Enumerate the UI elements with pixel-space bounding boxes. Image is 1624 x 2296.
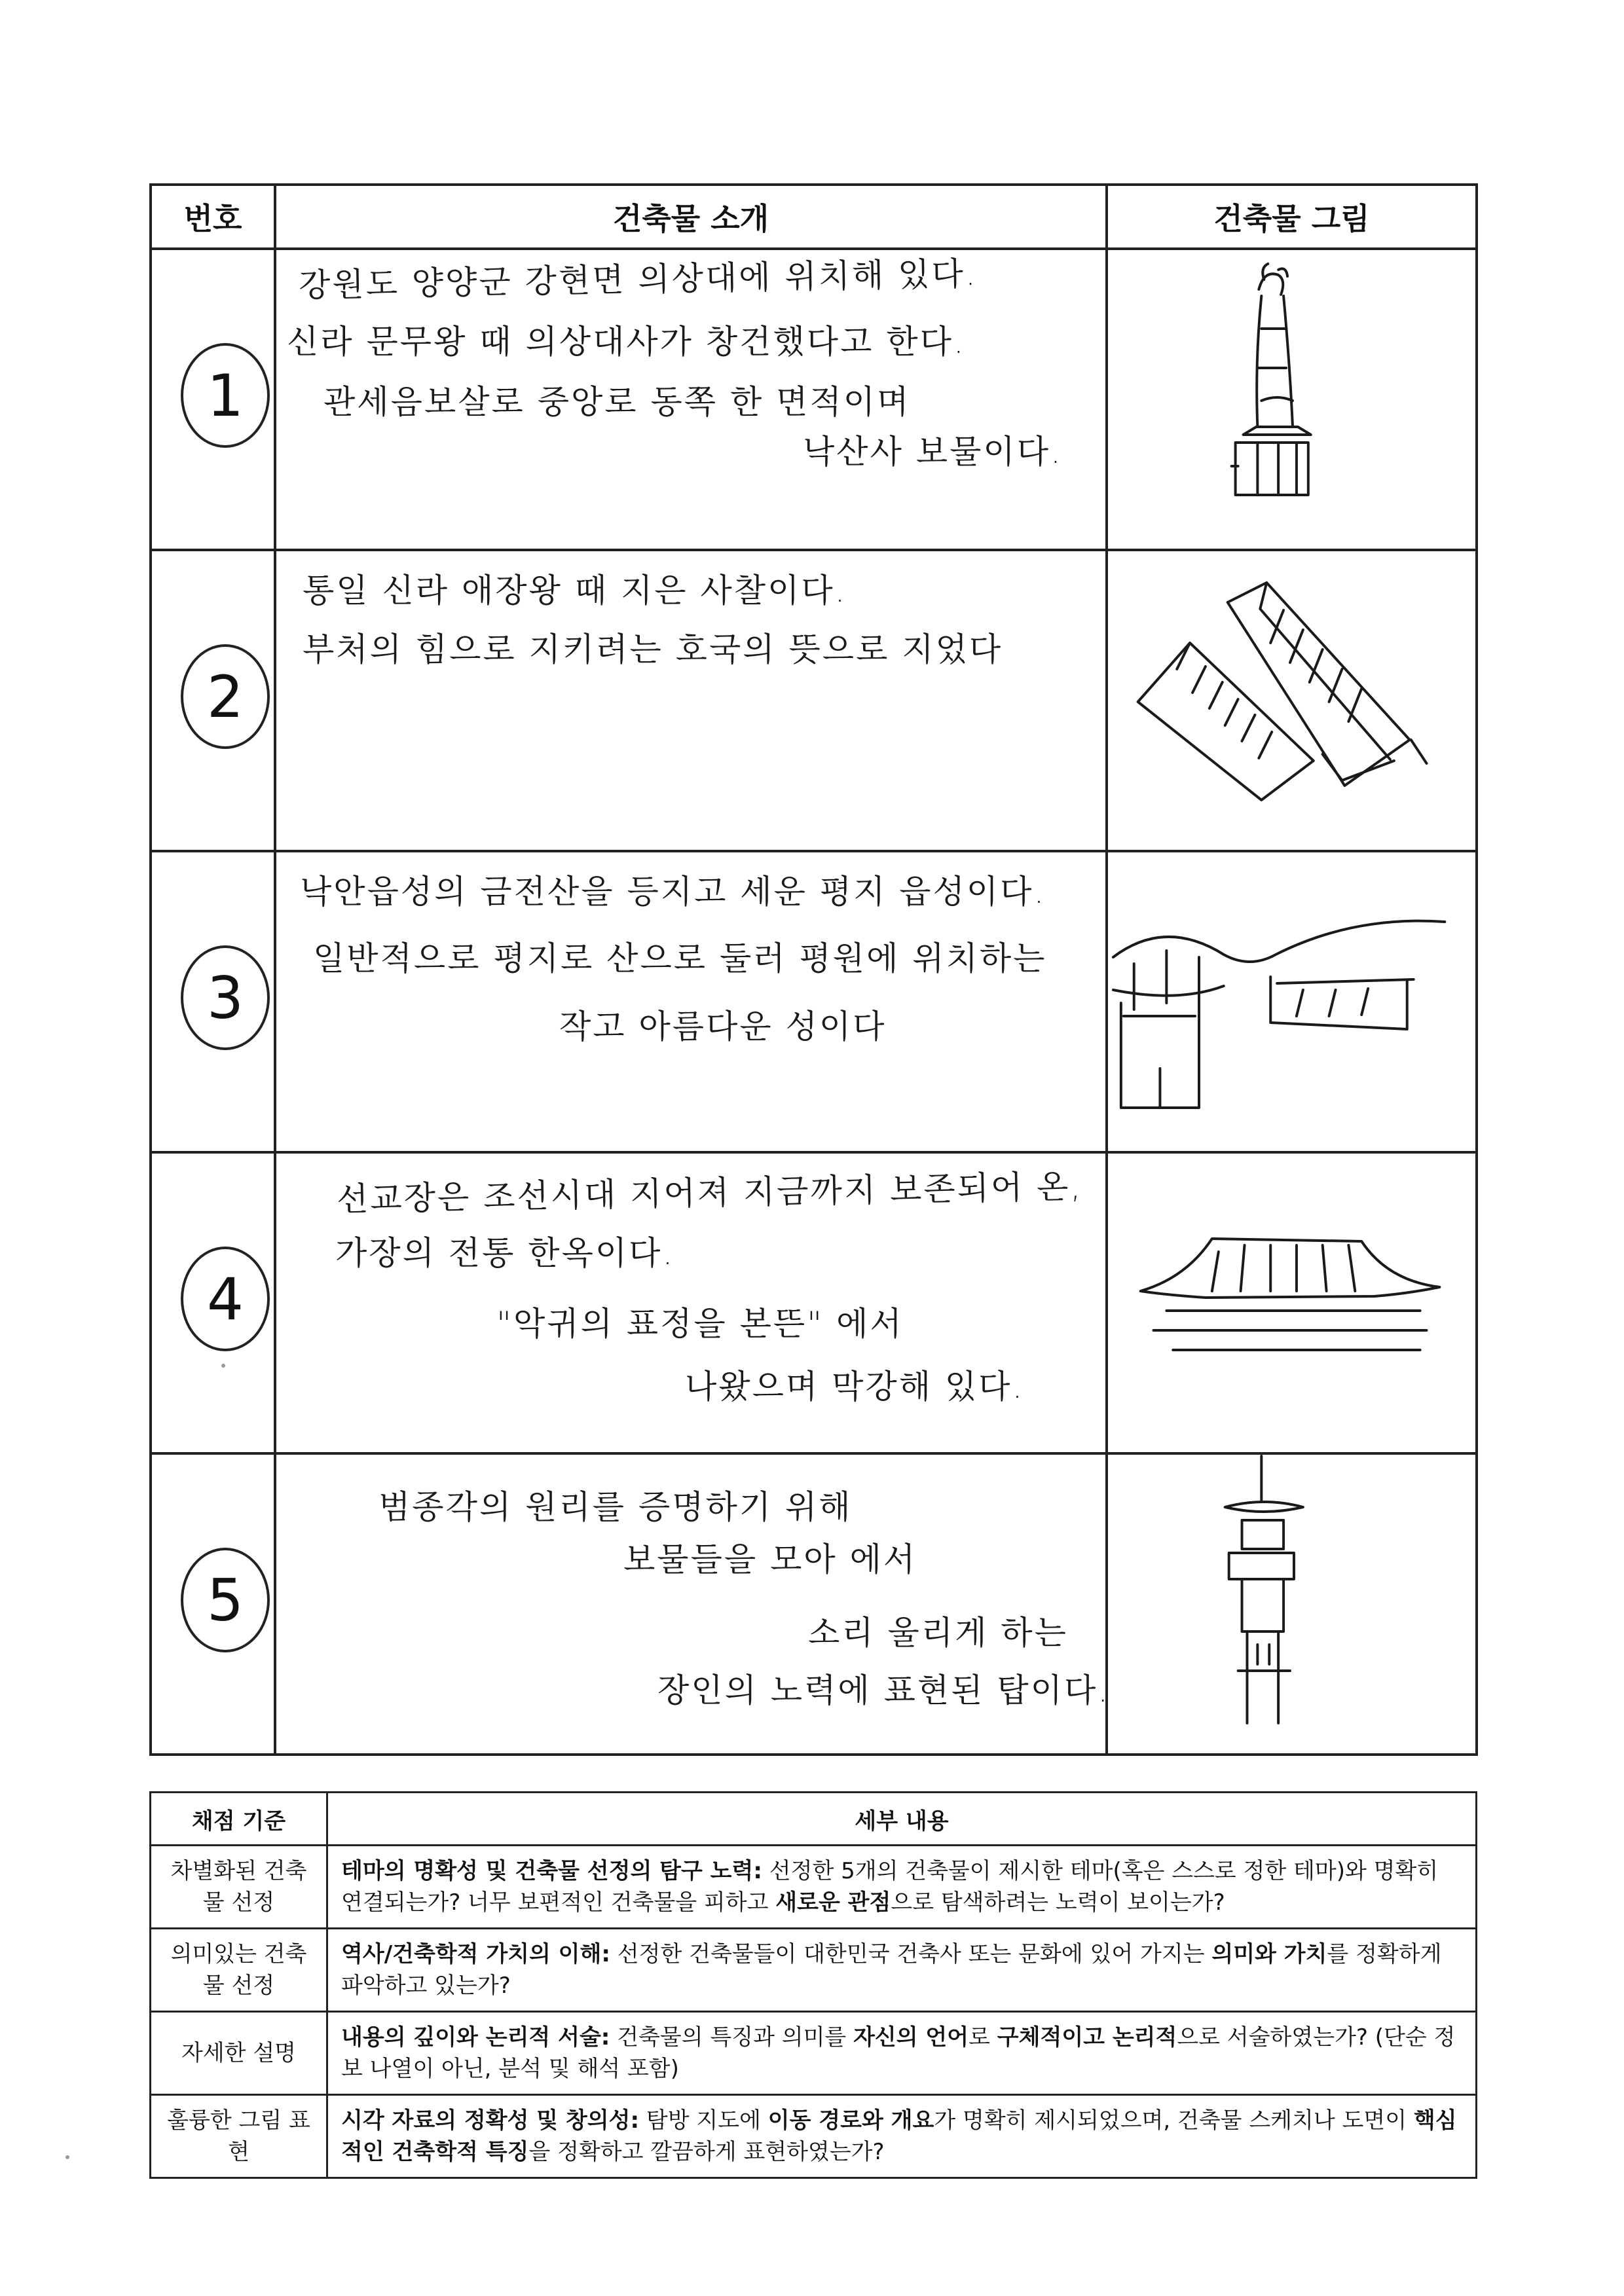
drawing-cell: [1107, 249, 1477, 550]
detail-text: 건축물의 특징과 의미를: [610, 2024, 854, 2050]
handwritten-line: 부처의 힘으로 지키려는 호국의 뜻으로 지었다: [303, 630, 1003, 668]
detail-text: 을 정확하고 깔끔하게 표현하였는가?: [528, 2139, 885, 2165]
number-cell: [151, 851, 275, 1152]
rubric-header-row: [151, 1793, 1477, 1846]
header-number: 번호: [151, 185, 275, 249]
number-cell: [151, 249, 275, 550]
handwritten-line: 작고 아름다운 성이다: [559, 1008, 887, 1046]
rubric-row: [151, 1929, 1477, 2012]
detail-cell: [327, 1846, 1477, 1929]
header-drawing: 건축물 그림: [1107, 185, 1477, 249]
number-cell: [151, 1152, 275, 1453]
architecture-table: [149, 183, 1478, 1756]
rubric-row: [151, 2012, 1477, 2095]
table-row: [151, 851, 1477, 1152]
hanok-roof-sketch: [1108, 1154, 1475, 1452]
handwritten-line: 관세음보살로 중앙로 동쪽 한 면적이며: [323, 383, 911, 421]
handwritten-line: 강원도 양양군 강현면 의상대에 위치해 있다.: [298, 254, 978, 304]
criteria-cell: 차별화된 건축물 선정: [151, 1846, 327, 1929]
handwritten-line: 통일 신라 애장왕 때 지은 사찰이다.: [303, 572, 847, 610]
detail-text: 로: [969, 2024, 997, 2050]
detail-text: 으로 탐색하려는 노력이 보이는가?: [891, 1889, 1225, 1916]
header-row: [151, 185, 1477, 249]
handwritten-line: 범종각의 원리를 증명하기 위해: [378, 1488, 853, 1526]
intro-cell[interactable]: [275, 1152, 1107, 1453]
intro-cell[interactable]: [275, 851, 1107, 1152]
drawing-cell: [1107, 851, 1477, 1152]
rubric-header-detail: 세부 내용: [327, 1793, 1477, 1846]
detail-heading: 시각 자료의 정확성 및 창의성:: [341, 2107, 640, 2134]
table-row: [151, 1152, 1477, 1453]
criteria-cell: 자세한 설명: [151, 2012, 327, 2095]
intro-cell[interactable]: [275, 1453, 1111, 1755]
detail-text: 탐방 지도에: [639, 2107, 768, 2134]
circled-number: 5: [181, 1548, 270, 1652]
number-cell: [151, 1453, 275, 1755]
detail-emphasis: 구체적이고 논리적: [997, 2024, 1177, 2050]
detail-text: 가 명확히 제시되었으며, 건축물 스케치나 도면이: [934, 2107, 1414, 2134]
number-cell: [151, 550, 275, 851]
handwritten-line: 신라 문무왕 때 의상대사가 창건했다고 한다.: [287, 323, 966, 361]
circled-number: 2: [181, 644, 270, 749]
handwritten-line: "악귀의 표정을 본뜬" 에서: [496, 1305, 904, 1343]
drawing-cell: [1107, 550, 1477, 851]
detail-heading: 역사/건축학적 가치의 이해:: [341, 1941, 610, 1967]
detail-heading: 테마의 명확성 및 건축물 선정의 탐구 노력:: [341, 1858, 762, 1884]
circled-number: 1: [181, 343, 270, 448]
fortress-gate-sketch: [1108, 852, 1475, 1151]
drawing-cell: [1107, 1453, 1477, 1755]
roof-structure-sketch: [1108, 551, 1475, 850]
detail-text: 선정한 건축물들이 대한민국 건축사 또는 문화에 있어 가지는: [610, 1941, 1212, 1967]
detail-cell: [327, 1929, 1477, 2012]
detail-text: 으로 서술하였는가? (단순 정보 나열이 아닌, 분석 및 해석 포함): [341, 2024, 1456, 2082]
handwritten-line: 가장의 전통 한옥이다.: [335, 1234, 675, 1272]
table-row: [151, 249, 1477, 550]
handwritten-line: 장인의 노력에 표현된 탑이다.: [657, 1671, 1111, 1709]
table-row: [151, 1453, 1477, 1755]
criteria-cell: 훌륭한 그림 표현: [151, 2095, 327, 2178]
table-row: [151, 550, 1477, 851]
handwritten-line: 보물들을 모아 에서: [623, 1540, 917, 1578]
handwritten-line: 선교장은 조선시대 지어져 지금까지 보존되어 온,: [336, 1167, 1083, 1218]
header-intro: 건축물 소개: [275, 185, 1107, 249]
detail-cell: [327, 2012, 1477, 2095]
detail-emphasis: 새로운 관점: [775, 1889, 891, 1916]
scan-speck: [65, 2155, 69, 2159]
detail-text: 를 정확하게 파악하고 있는가?: [341, 1941, 1442, 1999]
detail-cell: [327, 2095, 1477, 2178]
intro-cell[interactable]: [275, 249, 1107, 550]
criteria-cell: 의미있는 건축물 선정: [151, 1929, 327, 2012]
intro-cell[interactable]: [275, 550, 1107, 851]
rubric-row: [151, 2095, 1477, 2178]
rubric-table: [149, 1791, 1477, 2179]
rubric-header-criteria: 채점 기준: [151, 1793, 327, 1846]
detail-heading: 내용의 깊이와 논리적 서술:: [341, 2024, 610, 2050]
handwritten-line: 소리 울리게 하는: [808, 1614, 1068, 1652]
detail-emphasis: 자신의 언어: [853, 2024, 969, 2050]
detail-emphasis: 이동 경로와 개요: [767, 2107, 934, 2134]
drawing-cell: [1107, 1152, 1477, 1453]
detail-text: 선정한 5개의 건축물이 제시한 테마(혹은 스스로 정한 테마)와 명확히 연결되는가? 너무 보편적인 건축물을 피하고: [341, 1858, 1439, 1916]
handwritten-line: 나왔으며 막강해 있다.: [685, 1368, 1025, 1406]
handwritten-line: 낙산사 보물이다.: [803, 433, 1063, 471]
detail-emphasis: 핵심적인 건축학적 특징: [341, 2107, 1457, 2165]
handwritten-line: 낙안읍성의 금전산을 등지고 세운 평지 읍성이다.: [300, 873, 1046, 911]
handwritten-line: 일반적으로 평지로 산으로 둘러 평원에 위치하는: [313, 939, 1047, 977]
tower-sketch: [1108, 1455, 1475, 1753]
circled-number: 3: [181, 945, 270, 1050]
pagoda-statue-sketch: [1108, 250, 1475, 549]
circled-number: 4: [181, 1247, 270, 1351]
rubric-row: [151, 1846, 1477, 1929]
detail-emphasis: 의미와 가치: [1211, 1941, 1327, 1967]
